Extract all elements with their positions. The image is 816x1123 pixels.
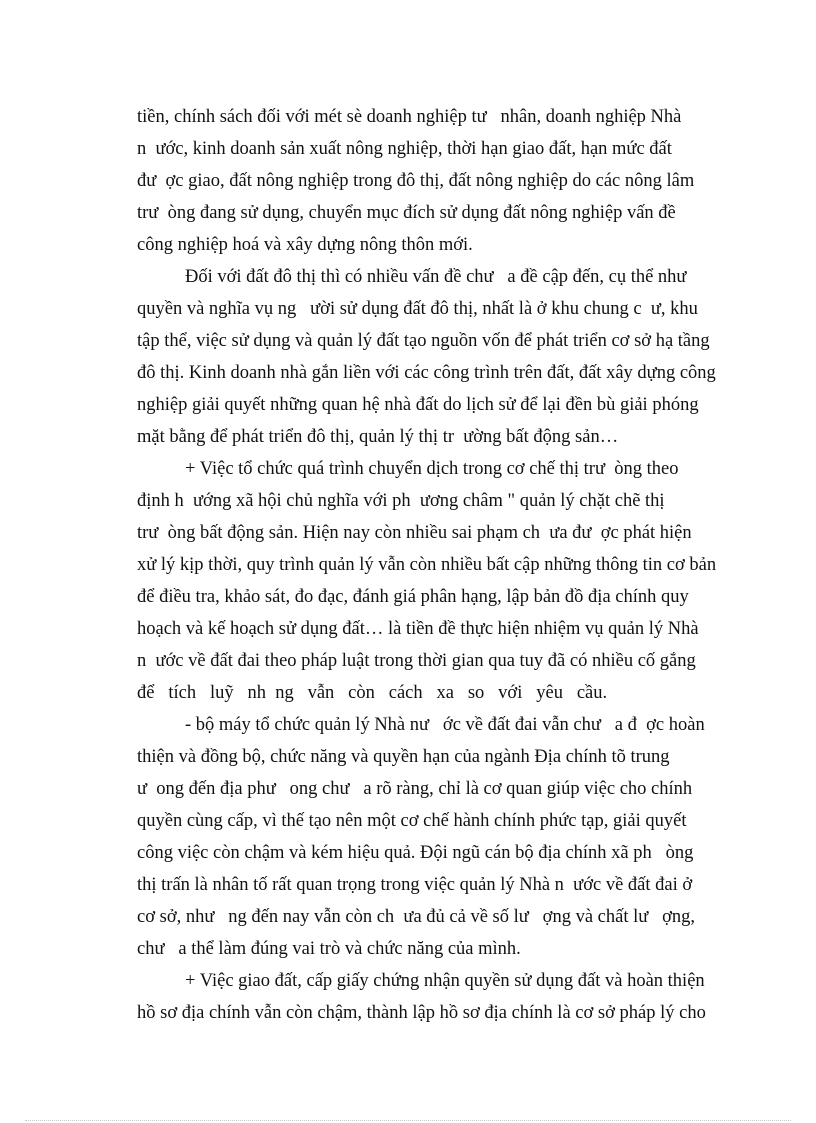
line-text: để điều tra, khảo sát, đo đạc, đánh giá phân hạng, lập bản đồ địa chính quy (137, 587, 689, 607)
text-line (0, 617, 816, 649)
line-text: đô thị. Kinh doanh nhà gắn liền với các công trình trên đất, đất xây dựng công (137, 363, 716, 383)
line-text: trư òng đang sử dụng, chuyển mục đích sử dụng đất nông nghiệp vấn đề (137, 203, 676, 223)
text-line (0, 969, 816, 1001)
line-text: công nghiệp hoá và xây dựng nông thôn mới. (137, 235, 473, 255)
line-text: chư a thể làm đúng vai trò và chức năng của mình. (137, 939, 521, 959)
text-line (0, 137, 816, 169)
text-line (0, 393, 816, 425)
text-line (0, 329, 816, 361)
text-line (0, 105, 816, 137)
text-line (0, 649, 816, 681)
page-bottom-divider (25, 1120, 791, 1121)
line-text: xử lý kịp thời, quy trình quản lý vẫn còn nhiều bất cập những thông tin cơ bản (137, 555, 717, 575)
line-text: hồ sơ địa chính vẫn còn chậm, thành lập hồ sơ địa chính là cơ sở pháp lý cho (137, 1003, 706, 1023)
line-text: cơ sở, như ng đến nay vẫn còn ch ưa đủ cả về số lư ợng và chất lư ợng, (137, 907, 696, 927)
text-line (0, 681, 816, 713)
text-line (0, 201, 816, 233)
text-line (0, 233, 816, 265)
line-text: hoạch và kế hoạch sử dụng đất… là tiền đề thực hiện nhiệm vụ quản lý Nhà (137, 619, 699, 639)
line-text: - bộ máy tổ chức quản lý Nhà nư ớc về đất đai vẫn chư a đ ợc hoàn (185, 715, 705, 735)
text-line (0, 873, 816, 905)
line-text: mặt bằng để phát triển đô thị, quản lý thị tr ường bất động sản… (137, 427, 619, 447)
text-line (0, 585, 816, 617)
text-line (0, 713, 816, 745)
line-text: quyền cùng cấp, vì thế tạo nên một cơ chế hành chính phức tạp, giải quyết (137, 811, 687, 831)
line-text: quyền và nghĩa vụ ng ười sử dụng đất đô thị, nhất là ở khu chung c ư, khu (137, 299, 698, 319)
line-text: trư òng bất động sản. Hiện nay còn nhiều sai phạm ch ưa đư ợc phát hiện (137, 523, 692, 543)
text-line (0, 745, 816, 777)
text-line (0, 777, 816, 809)
line-text: + Việc tổ chức quá trình chuyển dịch trong cơ chế thị trư òng theo (185, 459, 679, 479)
text-line (0, 521, 816, 553)
text-line (0, 361, 816, 393)
text-line (0, 937, 816, 969)
text-line (0, 905, 816, 937)
text-line (0, 169, 816, 201)
line-text: tiền, chính sách đối với mét sè doanh nghiệp tư nhân, doanh nghiệp Nhà (137, 107, 682, 127)
line-text: nghiệp giải quyết những quan hệ nhà đất do lịch sử để lại đền bù giải phóng (137, 395, 699, 415)
text-line (0, 809, 816, 841)
line-text: tập thể, việc sử dụng và quản lý đất tạo nguồn vốn để phát triển cơ sở hạ tầng (137, 331, 710, 351)
text-line (0, 1001, 816, 1033)
line-text: đư ợc giao, đất nông nghiệp trong đô thị, đất nông nghiệp do các nông lâm (137, 171, 695, 191)
line-text: + Việc giao đất, cấp giấy chứng nhận quyền sử dụng đất và hoàn thiện (185, 971, 705, 991)
line-text: thị trấn là nhân tố rất quan trọng trong việc quản lý Nhà n ước về đất đai ở (137, 875, 693, 895)
text-line (0, 489, 816, 521)
text-line (0, 425, 816, 457)
text-line (0, 265, 816, 297)
line-text: Đối với đất đô thị thì có nhiều vấn đề chư a đề cập đến, cụ thể như (185, 267, 687, 287)
line-text: ư ong đến địa phư ong chư a rõ ràng, chỉ là cơ quan giúp việc cho chính (137, 779, 693, 799)
line-text: để tích luỹ nh ng vẫn còn cách xa so với yêu cầu. (137, 683, 608, 703)
line-text: n ước, kinh doanh sản xuất nông nghiệp, thời hạn giao đất, hạn mức đất (137, 139, 672, 159)
text-line (0, 457, 816, 489)
line-text: n ước về đất đai theo pháp luật trong thời gian qua tuy đã có nhiều cố gắng (137, 651, 696, 671)
line-text: thiện và đồng bộ, chức năng và quyền hạn của ngành Địa chính tõ trung (137, 747, 670, 767)
line-text: công việc còn chậm và kém hiệu quả. Đội ngũ cán bộ địa chính xã ph òng (137, 843, 694, 863)
line-text: định h ướng xã hội chủ nghĩa với ph ương châm " quản lý chặt chẽ thị (137, 491, 665, 511)
text-line (0, 841, 816, 873)
text-line (0, 297, 816, 329)
text-line (0, 553, 816, 585)
